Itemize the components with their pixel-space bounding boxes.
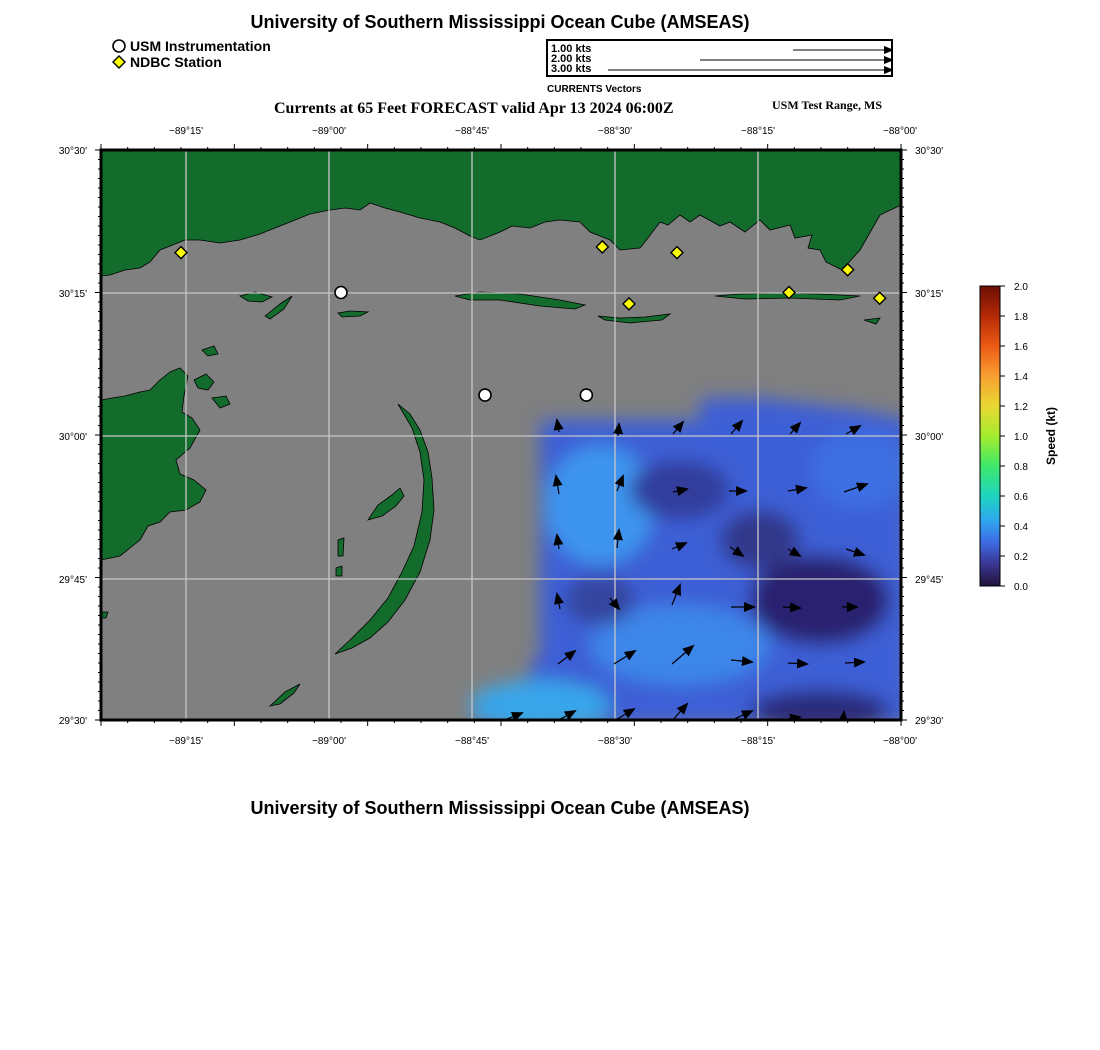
colorbar-tick-label: 2.0	[1014, 282, 1028, 293]
lat-tick-label: 30°30'	[915, 146, 944, 157]
colorbar-tick-label: 0.6	[1014, 492, 1028, 503]
key-label-2: 2.00 kts	[551, 53, 592, 65]
colorbar-gradient	[980, 286, 1000, 586]
lat-tick-label: 30°30'	[58, 146, 87, 157]
colorbar-tick-label: 0.8	[1014, 462, 1028, 473]
lon-tick-label: −89°00'	[312, 126, 346, 137]
lat-labels-right	[915, 146, 943, 727]
usm-station-marker	[479, 389, 491, 401]
lon-labels-top	[169, 126, 917, 137]
lat-tick-label: 30°15'	[58, 289, 87, 300]
footer-title: University of Southern Mississippi Ocean Cube (AMSEAS)	[250, 798, 750, 818]
usm-station-marker	[335, 287, 347, 299]
lat-tick-label: 30°15'	[915, 289, 944, 300]
lon-tick-label: −88°15'	[741, 736, 775, 747]
speed-colorbar	[980, 282, 1058, 593]
legend-usm-label: USM Instrumentation	[130, 38, 271, 54]
colorbar-tick-label: 1.4	[1014, 372, 1028, 383]
colorbar-tick-label: 1.6	[1014, 342, 1028, 353]
lat-labels-left	[59, 146, 87, 727]
colorbar-tick-label: 0.4	[1014, 522, 1028, 533]
region-label: USM Test Range, MS	[772, 98, 883, 112]
lon-tick-label: −88°00'	[883, 736, 917, 747]
lon-tick-label: −88°30'	[598, 736, 632, 747]
lon-tick-label: −88°30'	[598, 126, 632, 137]
colorbar-tick-label: 1.0	[1014, 432, 1028, 443]
lon-tick-label: −89°00'	[312, 736, 346, 747]
colorbar-ticks	[1000, 282, 1028, 593]
lon-tick-label: −88°00'	[883, 126, 917, 137]
lat-tick-label: 30°00'	[915, 432, 944, 443]
key-label-1: 1.00 kts	[551, 43, 592, 55]
colorbar-tick-label: 1.8	[1014, 312, 1028, 323]
colorbar-label: Speed (kt)	[1044, 406, 1058, 466]
colorbar-tick-label: 0.2	[1014, 552, 1028, 563]
lat-tick-label: 29°30'	[58, 716, 87, 727]
legend-ndbc-label: NDBC Station	[130, 54, 222, 70]
lon-tick-label: −88°45'	[455, 126, 489, 137]
map-frame-contents	[101, 150, 910, 730]
forecast-subtitle: Currents at 65 Feet FORECAST valid Apr 13 2024 06:00Z	[274, 100, 674, 117]
vector-key-title: CURRENTS Vectors	[547, 84, 642, 95]
usm-station-marker	[580, 389, 592, 401]
lon-tick-label: −89°15'	[169, 126, 203, 137]
lat-tick-label: 29°45'	[58, 575, 87, 586]
lon-tick-label: −88°45'	[455, 736, 489, 747]
lat-tick-label: 29°30'	[915, 716, 944, 727]
lon-tick-label: −88°15'	[741, 126, 775, 137]
lat-tick-label: 29°45'	[915, 575, 944, 586]
lat-tick-label: 30°00'	[58, 432, 87, 443]
lon-labels-bottom	[169, 736, 917, 747]
key-label-3: 3.00 kts	[551, 63, 592, 75]
lon-tick-label: −89°15'	[169, 736, 203, 747]
colorbar-tick-label: 1.2	[1014, 402, 1028, 413]
colorbar-tick-label: 0.0	[1014, 582, 1028, 593]
map-title: University of Southern Mississippi Ocean Cube (AMSEAS)	[250, 12, 750, 32]
